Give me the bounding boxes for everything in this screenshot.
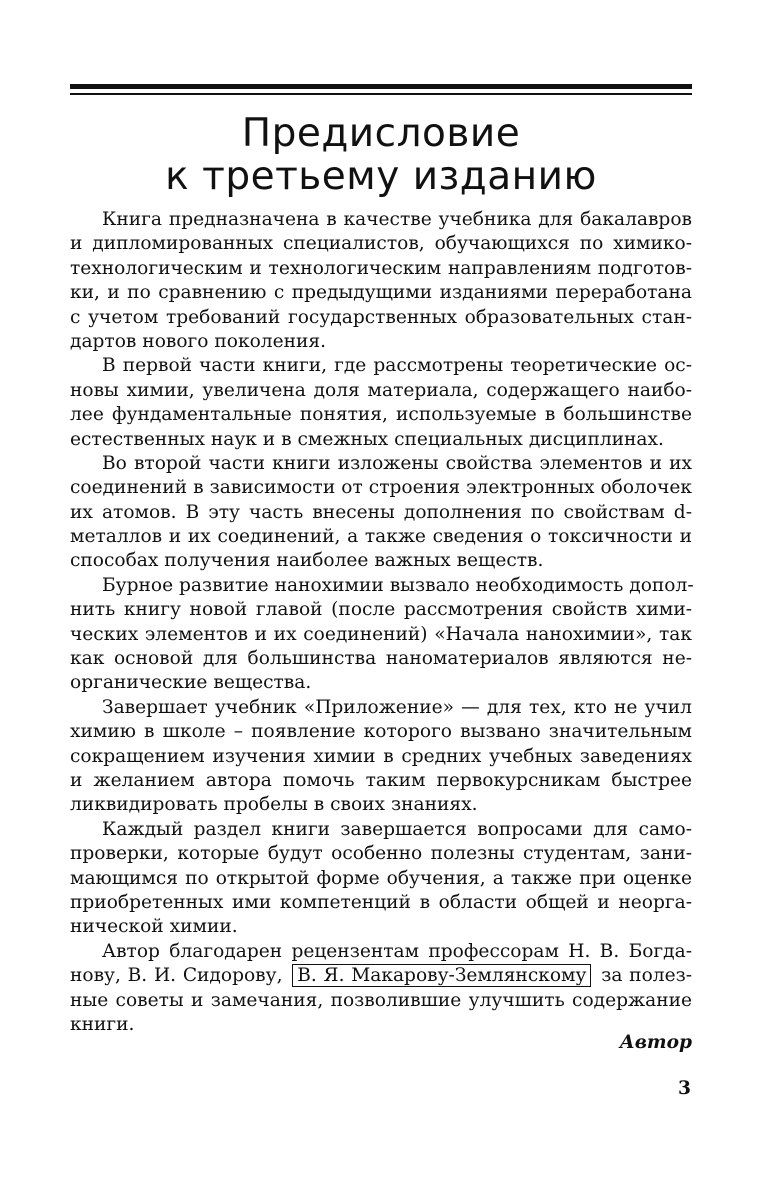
- text-line: сокращением изучения химии в средних учебных заведениях: [70, 745, 692, 767]
- text-line: Во второй части книги изложены свойства элементов и их: [102, 452, 692, 474]
- text-line: способах получения наиболее важных веществ.: [70, 550, 544, 572]
- text-line-with-boxed-name: [70, 964, 692, 988]
- text-line: органические вещества.: [70, 672, 312, 694]
- text-line: мающимся по открытой форме обучения, а также при оценке: [70, 867, 692, 889]
- page-number: 3: [678, 1078, 691, 1099]
- text-line: книги.: [70, 1013, 135, 1035]
- text-line: лее фундаментальные понятия, используемые в большинстве: [70, 404, 692, 426]
- text-line: новы химии, увеличена доля материала, содержащего наибо-: [70, 379, 692, 401]
- text-line: В первой части книги, где рассмотрены теоретические ос-: [102, 355, 692, 377]
- text-line: металлов и их соединений, а также сведения о токсичности и: [70, 526, 692, 548]
- text-line: ки, и по сравнению с предыдущими изданиями переработана: [70, 282, 692, 304]
- text-line: и дипломированных специалистов, обучающихся по химико-: [70, 233, 692, 255]
- text-line: с учетом требований государственных образовательных стан-: [70, 306, 692, 328]
- text-line: нической химии.: [70, 916, 238, 938]
- text-fragment: нову, В. И. Сидорову,: [70, 965, 283, 987]
- paragraph-4: [70, 574, 692, 696]
- chapter-title-line-2: к третьему изданию: [165, 154, 597, 199]
- paragraph-2: [70, 354, 692, 452]
- text-line: ликвидировать пробелы в своих знаниях.: [70, 794, 478, 816]
- header-rule-thick: [70, 84, 692, 89]
- text-line: соединений в зависимости от строения электронных оболочек: [70, 477, 692, 499]
- text-line: их атомов. В эту часть внесены дополнения по свойствам d-: [70, 501, 692, 523]
- text-line: приобретенных ими компетенций в области общей и неорга-: [70, 891, 692, 913]
- text-line: как основой для большинства наноматериалов являются не-: [70, 648, 692, 670]
- preface-body: [70, 208, 692, 1037]
- text-line: технологическим и технологическим направлениям подготов-: [70, 257, 692, 279]
- text-line: нить книгу новой главой (после рассмотрения свойств хими-: [70, 599, 692, 621]
- author-signature: Автор: [619, 1032, 692, 1053]
- text-line: Каждый раздел книги завершается вопросами для само-: [102, 818, 692, 840]
- boxed-reviewer-name: В. Я. Макарову-Землянскому: [292, 964, 591, 987]
- text-line: ческих элементов и их соединений) «Начала нанохимии», так: [70, 623, 692, 645]
- text-line: естественных наук и в смежных специальных дисциплинах.: [70, 428, 664, 450]
- text-line: и желанием автора помочь таким первокурсникам быстрее: [70, 769, 692, 791]
- text-line: дартов нового поколения.: [70, 330, 327, 352]
- text-line: Книга предназначена в качестве учебника для бакалавров: [102, 209, 692, 230]
- text-fragment: за полез-: [601, 965, 693, 987]
- paragraph-1: [70, 208, 692, 354]
- text-line: проверки, которые будут особенно полезны студентам, зани-: [70, 843, 692, 865]
- paragraph-7: [70, 940, 692, 1038]
- text-line: Бурное развитие нанохимии вызвало необходимость допол-: [102, 574, 694, 596]
- text-line: Завершает учебник «Приложение» — для тех, кто не учил: [102, 696, 692, 718]
- text-line: химию в школе – появление которого вызвано значительным: [70, 721, 692, 743]
- paragraph-3: [70, 452, 692, 574]
- paragraph-5: [70, 696, 692, 818]
- header-rule-thin: [70, 93, 692, 95]
- text-line: ные советы и замечания, позволившие улучшить содержание: [70, 989, 692, 1011]
- paragraph-6: [70, 818, 692, 940]
- text-line: Автор благодарен рецензентам профессорам Н. В. Богда-: [102, 940, 692, 962]
- chapter-title-line-1: Предисловие: [241, 111, 521, 156]
- chapter-title: [70, 112, 692, 198]
